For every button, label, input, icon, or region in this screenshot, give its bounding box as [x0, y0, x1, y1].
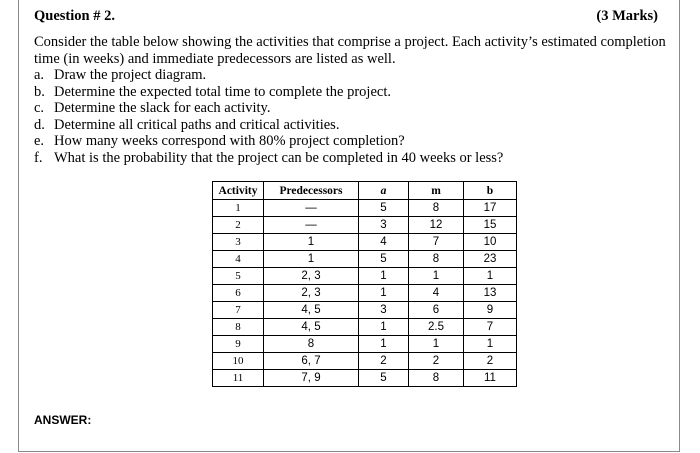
- cell-predecessors: —: [264, 200, 359, 217]
- task-item: [34, 150, 503, 167]
- cell-m: 2: [409, 353, 464, 370]
- cell-b: 17: [464, 200, 517, 217]
- cell-predecessors: 4, 5: [264, 319, 359, 336]
- task-text: How many weeks correspond with 80% project completion?: [54, 133, 405, 149]
- table-row: [213, 353, 517, 370]
- table-row: [213, 370, 517, 387]
- cell-predecessors: 2, 3: [264, 268, 359, 285]
- cell-b: 15: [464, 217, 517, 234]
- cell-a: 1: [359, 319, 409, 336]
- table-row: [213, 251, 517, 268]
- task-letter: a.: [34, 67, 45, 83]
- cell-b: 1: [464, 336, 517, 353]
- table-row: [213, 217, 517, 234]
- header-m: m: [409, 182, 464, 200]
- task-text: Draw the project diagram.: [54, 67, 207, 83]
- cell-m: 4: [409, 285, 464, 302]
- cell-b: 10: [464, 234, 517, 251]
- cell-activity: 3: [213, 234, 264, 251]
- cell-a: 5: [359, 370, 409, 387]
- cell-b: 11: [464, 370, 517, 387]
- table-header-row: [213, 182, 517, 200]
- cell-a: 3: [359, 302, 409, 319]
- table-row: [213, 336, 517, 353]
- task-text: Determine the expected total time to complete the project.: [54, 83, 391, 100]
- task-item: [34, 133, 503, 150]
- cell-activity: 2: [213, 217, 264, 234]
- question-intro: Consider the table below showing the activities that comprise a project. Each activity’s estimated completion time (in weeks) and immediate predecessors are listed as well.: [34, 34, 666, 67]
- table-row: [213, 302, 517, 319]
- cell-a: 5: [359, 251, 409, 268]
- cell-a: 2: [359, 353, 409, 370]
- question-marks: (3 Marks): [596, 8, 658, 24]
- header-b: b: [464, 182, 517, 200]
- cell-b: 9: [464, 302, 517, 319]
- cell-m: 8: [409, 251, 464, 268]
- task-item: [34, 84, 503, 101]
- task-list: [34, 67, 503, 166]
- cell-a: 3: [359, 217, 409, 234]
- task-item: [34, 100, 503, 117]
- cell-predecessors: 6, 7: [264, 353, 359, 370]
- cell-activity: 9: [213, 336, 264, 353]
- cell-predecessors: —: [264, 217, 359, 234]
- cell-a: 1: [359, 336, 409, 353]
- cell-activity: 5: [213, 268, 264, 285]
- cell-activity: 8: [213, 319, 264, 336]
- question-header: [34, 8, 658, 25]
- cell-activity: 4: [213, 251, 264, 268]
- answer-label: ANSWER:: [34, 413, 92, 427]
- cell-m: 12: [409, 217, 464, 234]
- task-item: [34, 117, 503, 134]
- task-item: [34, 67, 503, 84]
- table-row: [213, 268, 517, 285]
- table-row: [213, 200, 517, 217]
- cell-b: 1: [464, 268, 517, 285]
- cell-activity: 6: [213, 285, 264, 302]
- task-letter: c.: [34, 100, 45, 116]
- cell-b: 23: [464, 251, 517, 268]
- activities-table: [212, 181, 517, 387]
- cell-predecessors: 8: [264, 336, 359, 353]
- task-letter: e.: [34, 133, 45, 149]
- cell-predecessors: 7, 9: [264, 370, 359, 387]
- header-activity: Activity: [213, 182, 264, 200]
- cell-activity: 1: [213, 200, 264, 217]
- table-row: [213, 319, 517, 336]
- cell-a: 1: [359, 285, 409, 302]
- cell-predecessors: 1: [264, 251, 359, 268]
- cell-m: 8: [409, 370, 464, 387]
- cell-m: 6: [409, 302, 464, 319]
- question-title: Question # 2.: [34, 8, 115, 24]
- header-a: a: [359, 182, 409, 200]
- cell-m: 1: [409, 336, 464, 353]
- task-text: Determine all critical paths and critical activities.: [54, 116, 340, 133]
- cell-b: 13: [464, 285, 517, 302]
- cell-a: 1: [359, 268, 409, 285]
- cell-m: 2.5: [409, 319, 464, 336]
- table-row: [213, 234, 517, 251]
- cell-b: 7: [464, 319, 517, 336]
- task-text: What is the probability that the project can be completed in 40 weeks or less?: [54, 149, 504, 166]
- cell-predecessors: 4, 5: [264, 302, 359, 319]
- cell-activity: 11: [213, 370, 264, 387]
- task-letter: f.: [34, 149, 43, 166]
- cell-b: 2: [464, 353, 517, 370]
- cell-a: 4: [359, 234, 409, 251]
- table-row: [213, 285, 517, 302]
- header-predecessors: Predecessors: [264, 182, 359, 200]
- cell-activity: 10: [213, 353, 264, 370]
- task-letter: b.: [34, 83, 45, 100]
- cell-a: 5: [359, 200, 409, 217]
- cell-m: 1: [409, 268, 464, 285]
- cell-activity: 7: [213, 302, 264, 319]
- cell-m: 8: [409, 200, 464, 217]
- cell-predecessors: 2, 3: [264, 285, 359, 302]
- cell-predecessors: 1: [264, 234, 359, 251]
- task-letter: d.: [34, 116, 45, 133]
- cell-m: 7: [409, 234, 464, 251]
- task-text: Determine the slack for each activity.: [54, 100, 271, 116]
